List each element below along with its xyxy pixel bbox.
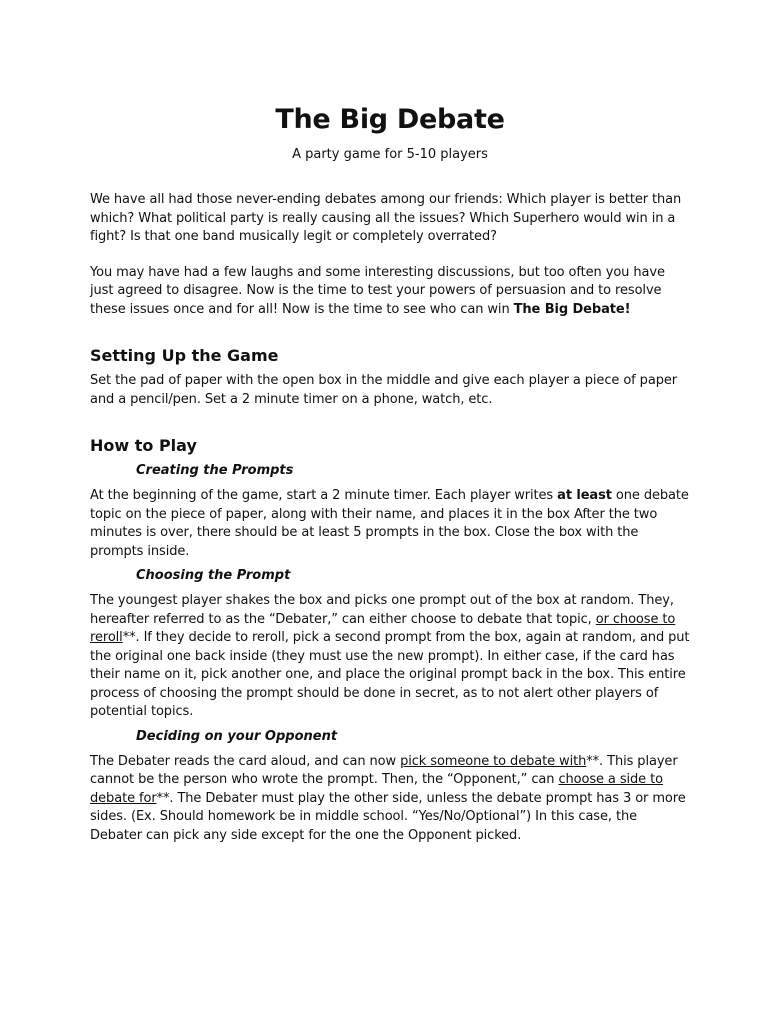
creating-text-1: At the beginning of the game, start a 2 minute timer. Each player writes (90, 488, 558, 503)
document-page (90, 100, 690, 845)
deciding-opponent-heading: Deciding on your Opponent (136, 728, 338, 744)
choosing-prompt-heading: Choosing the Prompt (136, 568, 291, 583)
setup-paragraph: Set the pad of paper with the open box in the middle and give each player a piece of paper and a pencil/pen. Set a 2 minute timer on a phone, watch, etc. (90, 373, 677, 407)
deciding-opponent-paragraph (90, 753, 690, 846)
setup-heading: Setting Up the Game (90, 346, 279, 365)
choosing-prompt-paragraph (90, 592, 690, 722)
document-title: The Big Debate (275, 104, 505, 135)
choosing-underline: or choose to reroll (90, 611, 676, 645)
creating-text-2: one debate topic on the piece of paper, along with their name, and places it in the box After the two minutes is over, there should be at least 5 prompts in the box. Close the box with the prompts inside. (90, 488, 689, 559)
creating-bold: at least (557, 488, 612, 503)
intro-paragraph-1: We have all had those never-ending debates among our friends: Which player is better than which? What political party is really causing all the issues? Which Superhero would win in a fight? Is that one band musically legit or completely overrated? (90, 192, 682, 244)
deciding-text-1: The Debater reads the card aloud, and can now (90, 753, 401, 769)
deciding-underline-2: choose a side to debate for (90, 772, 663, 806)
choosing-text-1: The youngest player shakes the box and picks one prompt out of the box at random. They, hereafter referred to as the “Debater,” can either choose to debate that topic, (90, 593, 674, 627)
document-subtitle: A party game for 5-10 players (292, 147, 488, 162)
choosing-text-2: **. If they decide to reroll, pick a second prompt from the box, again at random, and put the original one back inside (they must use the new prompt). In either case, if the card has their name on it, pick another one, and place the original prompt back in the box. This entire process of choosing the prompt should be done in secret, as to not alert other players of potential topics. (90, 630, 690, 719)
how-to-play-heading: How to Play (90, 436, 197, 455)
creating-prompts-heading: Creating the Prompts (136, 463, 294, 478)
deciding-text-3: **. The Debater must play the other side, unless the debate prompt has 3 or more sides. (Ex. Should homework be in middle school. “Yes/No/Optional”) In this case, the Debater can pick any side except for the one the Opponent picked. (90, 790, 686, 843)
intro-paragraph-2-bold: The Big Debate! (513, 301, 631, 317)
intro-paragraph-2-text: You may have had a few laughs and some interesting discussions, but too often you have just agreed to disagree. Now is the time to test your powers of persuasion and to resolve these issues once and for all! Now is the time to see who can win (90, 264, 665, 317)
deciding-text-2: **. This player cannot be the person who wrote the prompt. Then, the “Opponent,” can (90, 753, 678, 787)
deciding-underline-1: pick someone to debate with (400, 753, 587, 769)
intro-paragraph-2 (90, 264, 690, 320)
creating-prompts-paragraph (90, 487, 690, 561)
